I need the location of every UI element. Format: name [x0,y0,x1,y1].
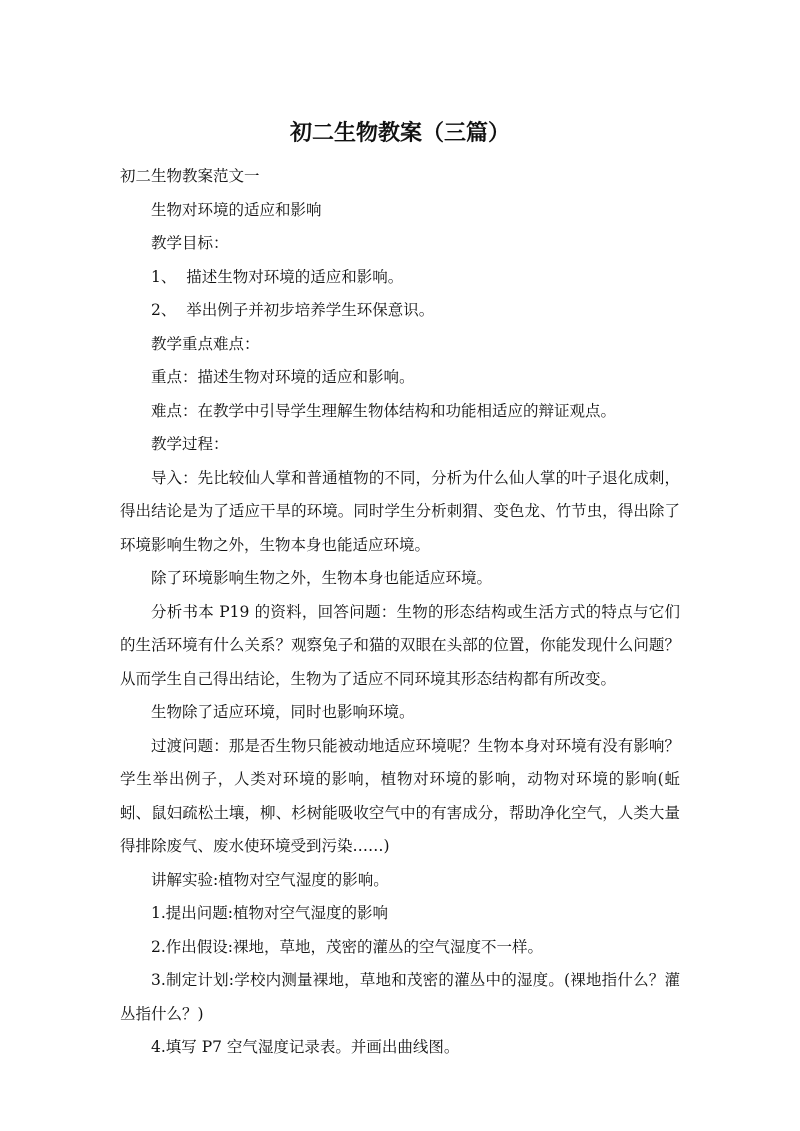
paragraph: 初二生物教案范文一 [120,167,260,185]
paragraph: 3.制定计划:学校内测量裸地，草地和茂密的灌丛中的湿度。(裸地指什么？灌丛指什么？) [120,971,680,1023]
paragraph: 重点：描述生物对环境的适应和影响。 [151,368,415,386]
paragraph: 分析书本 P19 的资料，回答问题：生物的形态结构或生活方式的特点与它们的生活环境有什么关系？观察兔子和猫的双眼在头部的位置，你能发现什么问题？ 从而学生自己得出结论，生物为了适应不同环境其形态结构都有所改变。 [120,602,680,688]
paragraph: 导入：先比较仙人掌和普通植物的不同，分析为什么仙人掌的叶子退化成刺，得出结论是为了适应干旱的环境。同时学生分析刺猬、变色龙、竹节虫，得出除了环境影响生物之外，生物本身也能适应环境。 [120,468,680,554]
document-body [120,160,680,1065]
paragraph: 难点：在教学中引导学生理解生物体结构和功能相适应的辩证观点。 [151,401,617,420]
paragraph: 教学目标： [151,234,229,252]
paragraph: 教学重点难点： [151,334,260,353]
paragraph: 过渡问题：那是否生物只能被动地适应环境呢？生物本身对环境有没有影响？学生举出例子，人类对环境的影响，植物对环境的影响，动物对环境的影响(蚯蚓、鼠妇疏松土壤，柳、杉树能吸收空气中的有害成分，帮助净化空气，人类大量得排除废气、废水使环境受到污染……) [120,736,680,855]
paragraph: 除了环境影响生物之外，生物本身也能适应环境。 [151,569,493,587]
paragraph: 2.作出假设:裸地，草地，茂密的灌丛的空气湿度不一样。 [151,937,544,956]
paragraph: 教学过程： [151,435,229,453]
paragraph: 生物除了适应环境，同时也影响环境。 [151,703,415,721]
paragraph: 2、 举出例子并初步培养学生环保意识。 [151,301,435,319]
paragraph: 生物对环境的适应和影响 [151,200,322,219]
paragraph: 1.提出问题:植物对空气湿度的影响 [151,904,389,922]
paragraph: 讲解实验:植物对空气湿度的影响。 [151,870,389,889]
paragraph: 4.填写 P7 空气湿度记录表。并画出曲线图。 [151,1038,460,1056]
paragraph: 1、 描述生物对环境的适应和影响。 [151,267,404,286]
document-title: 初二生物教案（三篇） [289,121,510,146]
